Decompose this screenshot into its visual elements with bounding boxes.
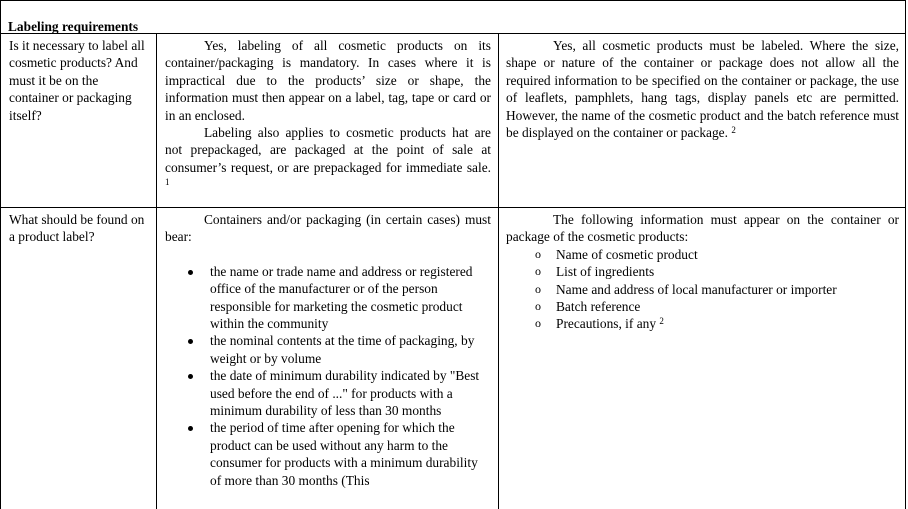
footnote-ref: 1 bbox=[165, 177, 170, 188]
row2-question: What should be found on a product label? bbox=[9, 212, 145, 245]
bullet-dot-icon bbox=[188, 339, 193, 344]
bullet-dot-icon bbox=[188, 270, 193, 275]
list-item bbox=[506, 263, 899, 280]
row2-local-item-list bbox=[506, 246, 899, 333]
bullet-text: the date of minimum durability indicated by "Best used before the end of ..." for products with a minimum durability of less than 30 months bbox=[210, 368, 480, 419]
row1-eu-paragraph-2 bbox=[165, 124, 491, 194]
item-text: Precautions, if any bbox=[556, 316, 657, 332]
circle-bullet-icon: o bbox=[535, 299, 541, 314]
list-item bbox=[506, 298, 899, 315]
list-item bbox=[165, 332, 491, 367]
list-item bbox=[506, 281, 899, 298]
item-text: Name of cosmetic product bbox=[556, 246, 698, 262]
row1-local-paragraph bbox=[506, 37, 899, 141]
list-item bbox=[165, 263, 491, 333]
item-text: Batch reference bbox=[556, 299, 641, 315]
row2-eu-bullet-list bbox=[165, 263, 491, 489]
bullet-dot-icon bbox=[188, 426, 193, 431]
row1-local-paragraph-text: Yes, all cosmetic products must be labeled. Where the size, shape or nature of the container or package does not allow all the required information to be specified on the container or package, the use of leaflets, pamphlets, hang tags, display panels etc are permitted. However, the name of the cosmetic product and the batch reference must be displayed on the container or package. bbox=[506, 38, 899, 141]
list-item bbox=[165, 367, 491, 419]
item-text: Name and address of local manufacturer or importer bbox=[556, 281, 837, 297]
row1-eu-paragraph-2-text: Labeling also applies to cosmetic products hat are not prepackaged, are packaged at the point of sale at consumer’s request, or are prepackaged for immediate sale. bbox=[165, 125, 491, 175]
row1-eu-paragraph-1: Yes, labeling of all cosmetic products on its container/packaging is mandatory. In cases where it is impractical due to the products’ size or shape, the information must then appear on a label, tag, tape or card or in an enclosed. bbox=[165, 38, 491, 123]
bullet-text: the nominal contents at the time of packaging, by weight or by volume bbox=[210, 333, 475, 366]
circle-bullet-icon: o bbox=[535, 246, 541, 261]
item-text: List of ingredients bbox=[556, 264, 655, 280]
section-title: Labeling requirements bbox=[8, 19, 139, 34]
circle-bullet-icon: o bbox=[535, 316, 541, 331]
table-title-row bbox=[0, 0, 906, 34]
bullet-text: the period of time after opening for which the product can be used without any harm to the consumer for products with a minimum durability of more than 30 months (This bbox=[210, 420, 478, 488]
list-item bbox=[506, 315, 899, 332]
row2-eu-answer-cell bbox=[156, 208, 498, 509]
circle-bullet-icon: o bbox=[535, 281, 541, 296]
row2-local-intro: The following information must appear on the container or package of the cosmetic products: bbox=[506, 212, 899, 245]
list-item bbox=[506, 246, 899, 263]
bullet-dot-icon bbox=[188, 374, 193, 379]
row1-local-answer-cell bbox=[498, 34, 906, 208]
row2-question-cell bbox=[0, 208, 156, 509]
row1-eu-answer-cell bbox=[156, 34, 498, 208]
row2-eu-intro: Containers and/or packaging (in certain cases) must bear: bbox=[165, 212, 491, 245]
list-item bbox=[165, 419, 491, 489]
row2-local-answer-cell bbox=[498, 208, 906, 509]
footnote-ref: 2 bbox=[731, 125, 736, 136]
footnote-ref: 2 bbox=[659, 316, 664, 327]
circle-bullet-icon: o bbox=[535, 264, 541, 279]
bullet-text: the name or trade name and address or registered office of the manufacturer or of the person responsible for marketing the cosmetic product within the community bbox=[210, 263, 473, 332]
row1-question-cell bbox=[0, 34, 156, 208]
row1-question: Is it necessary to label all cosmetic products? And must it be on the container or packaging itself? bbox=[9, 38, 145, 123]
